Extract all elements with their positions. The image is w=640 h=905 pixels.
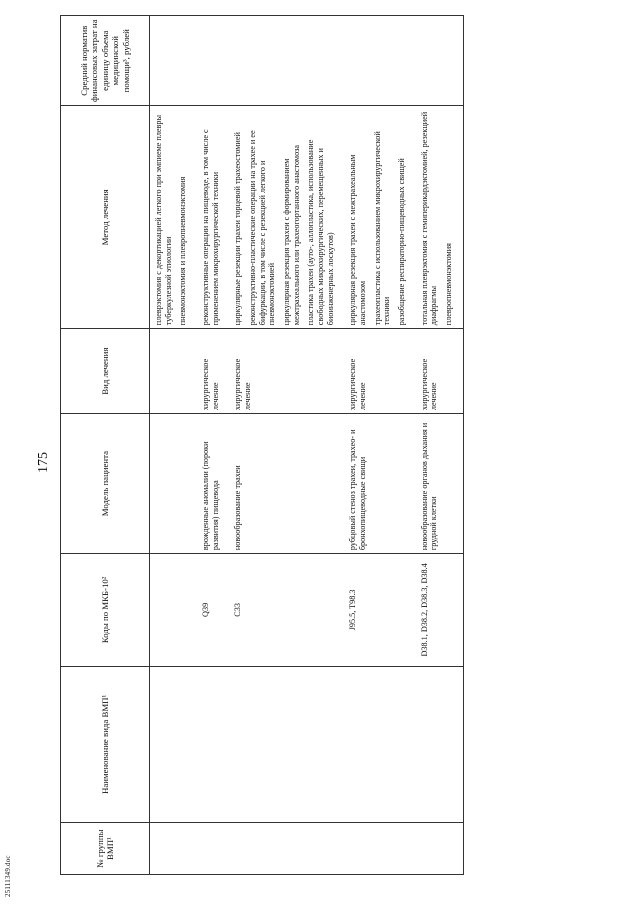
cell-method	[416, 106, 464, 329]
cell-group	[416, 823, 464, 875]
method-item: трахеопластика с использованием микрохирургической техники	[372, 131, 392, 326]
method-item: циркулярные резекции трахеи торцевой трахеостомией	[233, 132, 243, 326]
method-item: тотальная плеврэктомия с гемиперикардэктомией, резекцией диафрагмы	[419, 111, 439, 326]
treatment-table	[60, 15, 464, 875]
method-item: пневмонэктомия и плевропневмонэктомия	[178, 176, 188, 326]
table-body	[150, 16, 464, 875]
cell-kind: хирургическое лечение	[344, 329, 415, 414]
cell-name	[197, 666, 229, 823]
cell-method	[344, 106, 415, 329]
method-item: пластика трахеи (ауто-, аллопластика, использование свободных микрохирургических, перемещенных и биоинженерных лоскутов)	[306, 139, 335, 326]
header-model: Модель пациента	[61, 414, 150, 554]
header-kind: Вид лечения	[61, 329, 150, 414]
cell-codes: D38.1, D38.2, D38.3, D38.4	[416, 554, 464, 666]
cell-cost	[416, 16, 464, 106]
cell-name	[229, 666, 344, 823]
header-method: Метод лечения	[61, 106, 150, 329]
cell-cost	[150, 16, 198, 106]
method-item: плеврэктомия с декортикацией легкого при эмпиеме плевры туберкулезной этиологии	[154, 115, 173, 326]
method-item: циркулярная резекция трахеи с формированием межтрахеального или трахеогортанного анастомоза	[282, 144, 301, 326]
header-codes: Коды по МКБ-10²	[61, 554, 150, 666]
header-name: Наименование вида ВМП¹	[61, 666, 150, 823]
cell-kind: хирургическое лечение	[416, 329, 464, 414]
cell-model: рубцовый стеноз трахеи, трахео- и бронхопищеводные свищи	[344, 414, 415, 554]
method-item: циркулярная резекция трахеи с межтрахеальным анастомозом	[348, 154, 368, 326]
table-header-row	[61, 16, 150, 875]
cell-codes: Q39	[197, 554, 229, 666]
document-file-id: 25111349.doc	[4, 855, 12, 897]
header-cost: Средний норматив финансовых затрат на единицу объема медицинской помощи³, рублей	[61, 16, 150, 106]
cell-codes: J95.5, T98.3	[344, 554, 415, 666]
cell-method	[229, 106, 344, 329]
cell-model: врожденные аномалии (пороки развития) пищевода	[197, 414, 229, 554]
table-row	[150, 16, 198, 875]
page-number: 175	[36, 452, 51, 473]
cell-name	[416, 666, 464, 823]
cell-model: новообразование органов дыхания и грудной клетки	[416, 414, 464, 554]
cell-cost	[197, 16, 229, 106]
cell-name	[344, 666, 415, 823]
header-group: № группы ВМП¹	[61, 823, 150, 875]
method-item: разобщение респираторно-пищеводных свищей	[397, 158, 407, 326]
cell-method	[150, 106, 198, 329]
cell-group	[197, 823, 229, 875]
cell-kind: хирургическое лечение	[197, 329, 229, 414]
cell-model	[150, 414, 198, 554]
cell-group	[229, 823, 344, 875]
method-item: реконструктивно-пластические операции на трахее и ее бифуркации, в том числе с резекцией легкого и пневмонэктомией	[248, 130, 277, 326]
cell-kind	[150, 329, 198, 414]
cell-codes	[150, 554, 198, 666]
table-row	[197, 16, 229, 875]
cell-kind: хирургическое лечение	[229, 329, 344, 414]
cell-model: новообразование трахеи	[229, 414, 344, 554]
cell-cost	[229, 16, 344, 106]
cell-method	[197, 106, 229, 329]
cell-group	[150, 823, 198, 875]
cell-group	[344, 823, 415, 875]
cell-cost	[344, 16, 415, 106]
cell-codes: C33	[229, 554, 344, 666]
table-row	[416, 16, 464, 875]
method-item: плевропневмонэктомия	[444, 243, 454, 326]
table-row	[344, 16, 415, 875]
table-row	[229, 16, 344, 875]
method-item: реконструктивные операции на пищеводе, в том числе с применением микрохирургической техники	[201, 129, 220, 326]
cell-name	[150, 666, 198, 823]
